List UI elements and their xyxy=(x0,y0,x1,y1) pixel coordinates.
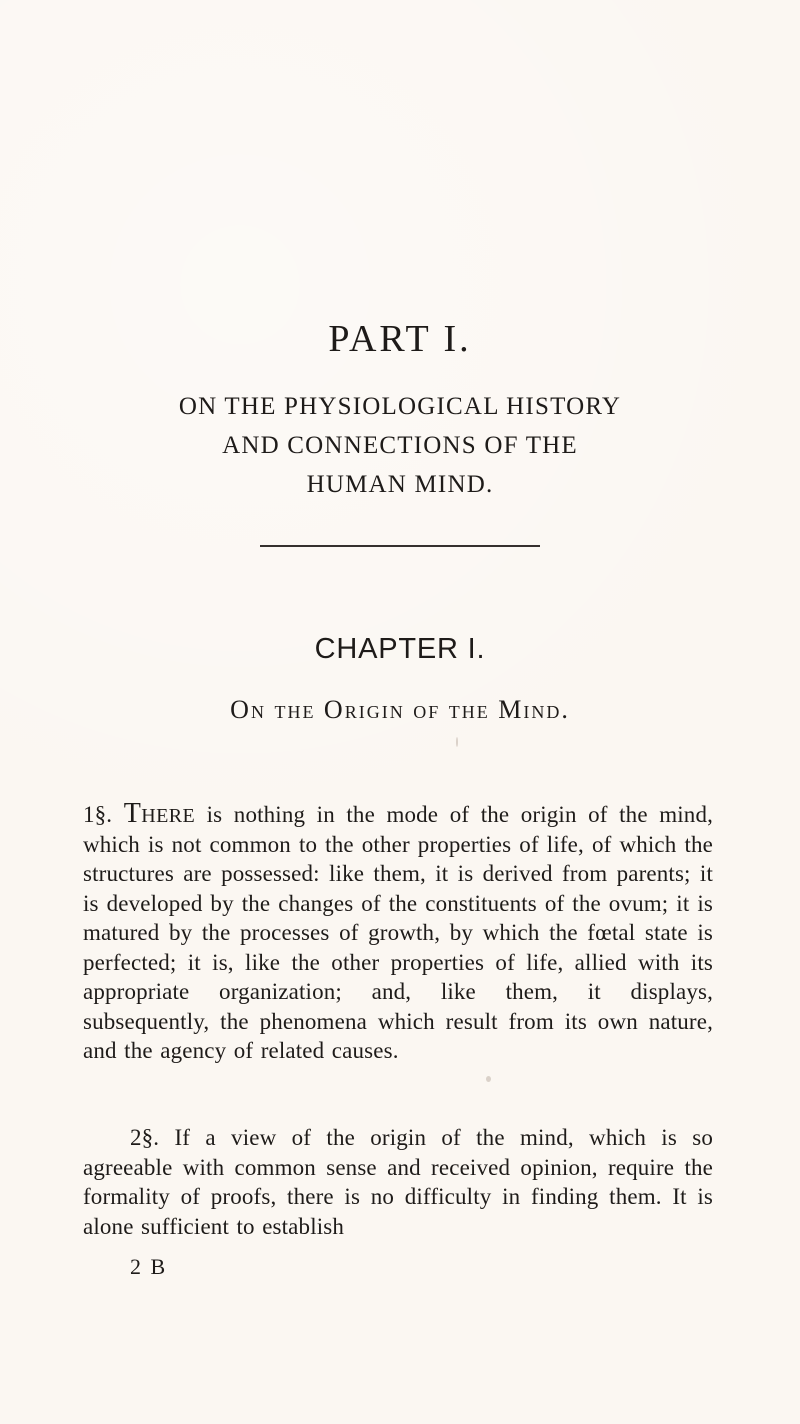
part-title: PART I. xyxy=(328,318,472,360)
section-marker-1: 1§. xyxy=(83,802,113,827)
title-divider xyxy=(260,545,540,547)
paragraph-1-lead-word: There xyxy=(123,798,196,829)
chapter-subtitle: On the Origin of the Mind. xyxy=(230,695,570,724)
book-title-line-2: AND CONNECTIONS OF THE xyxy=(222,432,578,459)
paragraph-1 xyxy=(83,800,713,1066)
paper-speck-2 xyxy=(486,1076,491,1082)
signature-mark: 2 B xyxy=(130,1254,168,1279)
paragraph-1-text: is nothing in the mode of the origin of the mind, which is not common to the other properties of life, of which the structures are possessed: like them, it is derived from parents; it is developed by the changes of the constituents of the ovum; it is matured by the processes of growth, by which the fœtal state is perfected; it is, like the other properties of life, allied with its appropriate organization; and, like them, it displays, subsequently, the phenomena which result from its own nature, and the agency of related causes. xyxy=(83,802,714,1063)
book-title-line-3: HUMAN MIND. xyxy=(306,471,494,498)
book-title-line-1: ON THE PHYSIOLOGICAL HISTORY xyxy=(178,393,622,420)
section-marker-2: 2§. xyxy=(130,1125,160,1150)
paragraph-2 xyxy=(83,1123,713,1241)
book-title xyxy=(0,387,800,504)
paragraph-2-text: If a view of the origin of the mind, which is so agreeable with common sense and received opinion, require the formality of proofs, there is no difficulty in finding them. It is alone sufficient to establish xyxy=(83,1125,713,1239)
chapter-title: CHAPTER I. xyxy=(314,633,486,665)
paper-speck-1 xyxy=(456,737,458,747)
